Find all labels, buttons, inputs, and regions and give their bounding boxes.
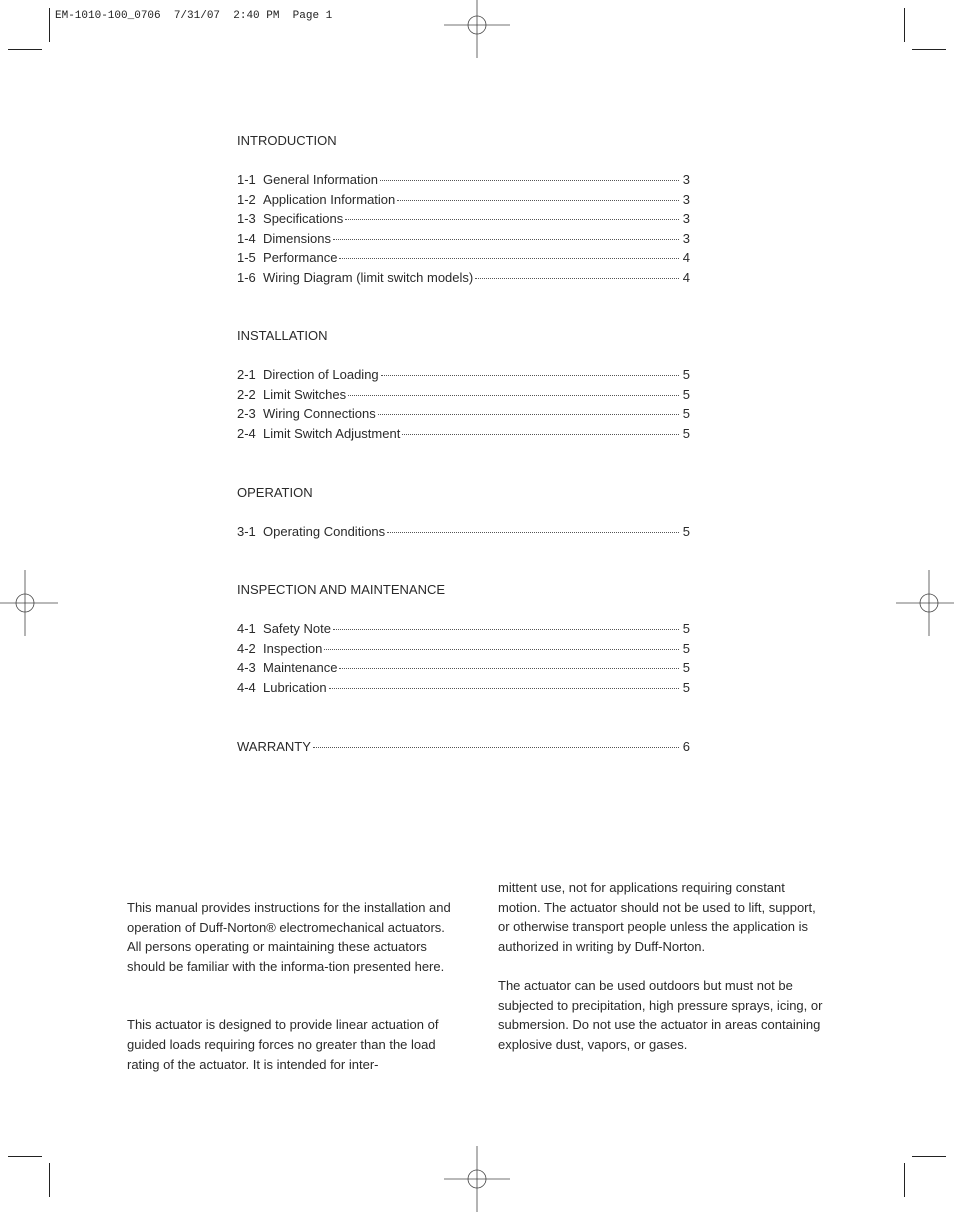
slug-page: Page 1	[292, 10, 333, 22]
toc-entry[interactable]	[237, 211, 690, 229]
body-column-left	[127, 898, 457, 1074]
toc-entry-page: 4	[682, 250, 690, 266]
toc-entry-number: 4-2	[237, 640, 256, 656]
toc-entry-page: 5	[682, 660, 690, 676]
toc-entry-number: 2-3	[237, 406, 256, 422]
toc-entry-title: Inspection	[263, 640, 323, 656]
crop-mark-tr-v	[904, 8, 905, 42]
toc-entry-number: 1-3	[237, 211, 256, 227]
slug-time: 2:40 PM	[233, 10, 280, 22]
toc-entry[interactable]	[237, 426, 690, 444]
toc-dot-leader	[345, 219, 679, 220]
toc-entry-number: 1-5	[237, 250, 256, 266]
toc-entry[interactable]	[237, 680, 690, 698]
toc-entry-number: 2-2	[237, 386, 256, 402]
toc-entry[interactable]	[237, 192, 690, 210]
toc-entry-title: Wiring Diagram (limit switch models)	[263, 270, 474, 285]
toc-entry-number: 1-6	[237, 270, 256, 285]
toc-dot-leader	[381, 375, 679, 376]
toc-entry-number: 4-4	[237, 679, 256, 695]
toc-entry-title: Dimensions	[263, 230, 331, 246]
crop-mark-tl-h	[8, 49, 42, 50]
registration-mark-top	[444, 0, 510, 58]
toc-entry[interactable]	[237, 172, 690, 190]
toc-entry-title: Performance	[263, 250, 338, 266]
toc-dot-leader	[475, 278, 679, 279]
toc-dot-leader	[339, 258, 679, 259]
toc-entry-number: 4-3	[237, 660, 256, 676]
toc-entry-page: 5	[682, 367, 690, 382]
toc-entry-number: 1-2	[237, 191, 256, 207]
toc-entry-page: 5	[682, 640, 690, 656]
toc-dot-leader	[333, 629, 679, 630]
toc-entry-number: 1-4	[237, 230, 256, 246]
body-column-right	[498, 878, 828, 1054]
toc-dot-leader	[387, 532, 679, 533]
toc-entry-title: Application Information	[263, 191, 396, 207]
toc-entry[interactable]	[237, 250, 690, 268]
toc-entry-title: General Information	[263, 172, 378, 187]
toc-dot-leader	[324, 649, 679, 650]
toc-entry[interactable]	[237, 387, 690, 405]
registration-mark-bottom	[444, 1146, 510, 1212]
toc-entry-warranty[interactable]	[237, 739, 690, 757]
toc-entry-page: 5	[682, 386, 690, 402]
toc-dot-leader	[380, 180, 679, 181]
toc-entry[interactable]	[237, 524, 690, 542]
toc-entry-title: WARRANTY	[237, 739, 311, 754]
toc-entry-number: 1-1	[237, 172, 256, 187]
crop-mark-tl-v	[49, 8, 50, 42]
toc-entry[interactable]	[237, 621, 690, 639]
toc-dot-leader	[402, 434, 679, 435]
toc-entry-title: Wiring Connections	[263, 406, 376, 422]
printer-slug	[55, 10, 332, 22]
crop-mark-bl-h	[8, 1156, 42, 1157]
toc-entry-title: Lubrication	[263, 679, 327, 695]
toc-entry[interactable]	[237, 641, 690, 659]
toc-dot-leader	[329, 688, 679, 689]
toc-entry-title: Safety Note	[263, 621, 331, 636]
body-paragraph: This actuator is designed to provide linear actuation of guided loads requiring forces no greater than the load rating of the actuator. It is intended for inter-	[127, 1017, 439, 1072]
toc-heading: OPERATION	[237, 485, 313, 500]
toc-entry[interactable]	[237, 367, 690, 385]
toc-dot-leader	[378, 414, 679, 415]
crop-mark-tr-h	[912, 49, 946, 50]
toc-entry-number: 3-1	[237, 524, 256, 539]
body-paragraph: mittent use, not for applications requiring constant motion. The actuator should not be used to lift, support, or otherwise transport people unless the application is authorized in writing by Duff-Norton.	[498, 880, 816, 954]
crop-mark-bl-v	[49, 1163, 50, 1197]
slug-file: EM-1010-100_0706	[55, 10, 161, 22]
toc-entry-page: 5	[682, 406, 690, 422]
crop-mark-br-v	[904, 1163, 905, 1197]
toc-entry-title: Operating Conditions	[263, 524, 386, 539]
toc-entry-page: 3	[682, 230, 690, 246]
toc-dot-leader	[313, 747, 679, 748]
body-paragraph: The actuator can be used outdoors but must not be subjected to precipitation, high pressure sprays, icing, or submersion. Do not use the actuator in areas containing explosive dust, vapors, or gases.	[498, 977, 823, 1052]
toc-entry-page: 5	[682, 425, 690, 441]
body-paragraph: This manual provides instructions for the installation and operation of Duff-Norton® electromechanical actuators. All persons operating or maintaining these actuators should be familiar with the informa-tion presented here.	[127, 900, 451, 974]
toc-dot-leader	[339, 668, 679, 669]
toc-entry[interactable]	[237, 406, 690, 424]
toc-entry[interactable]	[237, 660, 690, 678]
toc-dot-leader	[333, 239, 679, 240]
toc-heading: INTRODUCTION	[237, 133, 337, 148]
registration-mark-right	[896, 570, 954, 636]
toc-entry-title: Limit Switches	[263, 386, 347, 402]
crop-mark-br-h	[912, 1156, 946, 1157]
toc-entry-page: 5	[682, 679, 690, 695]
toc-entry-title: Maintenance	[263, 660, 338, 676]
toc-entry-number: 4-1	[237, 621, 256, 636]
toc-entry-page: 5	[682, 621, 690, 636]
toc-entry-page: 3	[682, 172, 690, 187]
toc-entry-page: 3	[682, 191, 690, 207]
toc-heading: INSPECTION AND MAINTENANCE	[237, 582, 446, 597]
toc-entry[interactable]	[237, 270, 690, 288]
toc-entry-page: 3	[682, 211, 690, 227]
toc-heading: INSTALLATION	[237, 328, 328, 343]
toc-entry-title: Limit Switch Adjustment	[263, 425, 401, 441]
toc-entry-page: 5	[682, 524, 690, 539]
toc-entry-page: 4	[682, 270, 690, 285]
toc-entry-title: Specifications	[263, 211, 344, 227]
toc-entry[interactable]	[237, 231, 690, 249]
toc-dot-leader	[348, 395, 679, 396]
toc-entry-page: 6	[682, 739, 690, 754]
toc-entry-number: 2-4	[237, 425, 256, 441]
toc-dot-leader	[397, 200, 679, 201]
slug-date: 7/31/07	[173, 10, 221, 22]
toc-entry-number: 2-1	[237, 367, 256, 382]
registration-mark-left	[0, 570, 58, 636]
toc-entry-title: Direction of Loading	[263, 367, 379, 382]
